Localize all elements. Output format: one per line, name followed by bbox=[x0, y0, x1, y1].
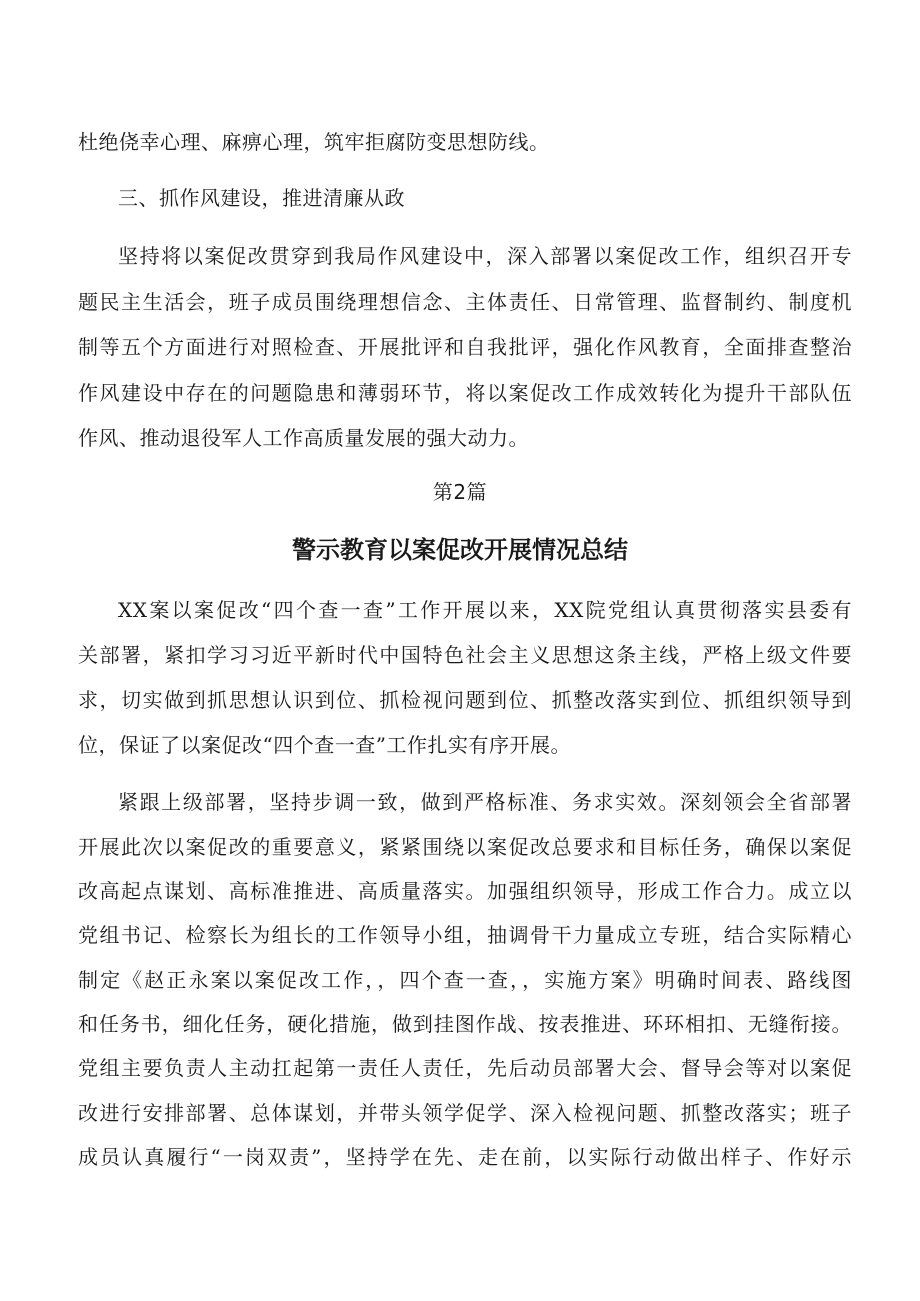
doc-title: 警示教育以案促改开展情况总结 bbox=[292, 536, 628, 564]
text-line: 制定《赵正永案以案促改工作，，四个查一查，，实施方案》明确时间表、路线图 bbox=[78, 968, 852, 992]
text-line: 改高起点谋划、高标准推进、高质量落实。加强组织领导，形成工作合力。成立以 bbox=[78, 879, 852, 903]
text-line: 题民主生活会，班子成员围绕理想信念、主体责任、日常管理、监督制约、制度机 bbox=[78, 290, 852, 314]
text-line: 紧跟上级部署，坚持步调一致，做到严格标准、务求实效。深刻领会全省部署 bbox=[118, 790, 852, 814]
text-line: 作风建设中存在的问题隐患和薄弱环节，将以案促改工作成效转化为提升干部队伍 bbox=[78, 381, 852, 405]
text-line: 制等五个方面进行对照检查、开展批评和自我批评，强化作风教育，全面排查整治 bbox=[78, 335, 852, 359]
text-line: 成员认真履行“一岗双责”，坚持学在先、走在前，以实际行动做出样子、作好示 bbox=[78, 1145, 852, 1169]
text-line: 作风、推动退役军人工作高质量发展的强大动力。 bbox=[78, 426, 529, 450]
text-line: 杜绝侥幸心理、麻痹心理，筑牢拒腐防变思想防线。 bbox=[78, 130, 550, 154]
text-line: 求，切实做到抓思想认识到位、抓检视问题到位、抓整改落实到位、抓组织领导到 bbox=[78, 688, 852, 712]
text-line: 坚持将以案促改贯穿到我局作风建设中，深入部署以案促改工作，组织召开专 bbox=[118, 244, 852, 268]
text-line: 改进行安排部署、总体谋划，并带头领学促学、深入检视问题、抓整改落实；班子 bbox=[78, 1101, 852, 1125]
text-line: 和任务书，细化任务，硬化措施，做到挂图作战、按表推进、环环相扣、无缝衔接。 bbox=[78, 1012, 852, 1036]
section-heading: 三、抓作风建设，推进清廉从政 bbox=[118, 186, 405, 210]
text-line: 党组主要负责人主动扛起第一责任人责任，先后动员部署大会、督导会等对以案促 bbox=[78, 1056, 852, 1080]
text-line: 党组书记、检察长为组长的工作领导小组，抽调骨干力量成立专班，结合实际精心 bbox=[78, 923, 852, 947]
text-line: XX案以案促改“四个查一查”工作开展以来，XX院党组认真贯彻落实县委有 bbox=[118, 598, 852, 622]
part-label: 第2篇 bbox=[432, 480, 488, 504]
text-line: 位，保证了以案促改“四个查一查”工作扎实有序开展。 bbox=[78, 733, 571, 757]
text-line: 关部署，紧扣学习习近平新时代中国特色社会主义思想这条主线，严格上级文件要 bbox=[78, 643, 852, 667]
text-line: 开展此次以案促改的重要意义，紧紧围绕以案促改总要求和目标任务，确保以案促 bbox=[78, 835, 852, 859]
